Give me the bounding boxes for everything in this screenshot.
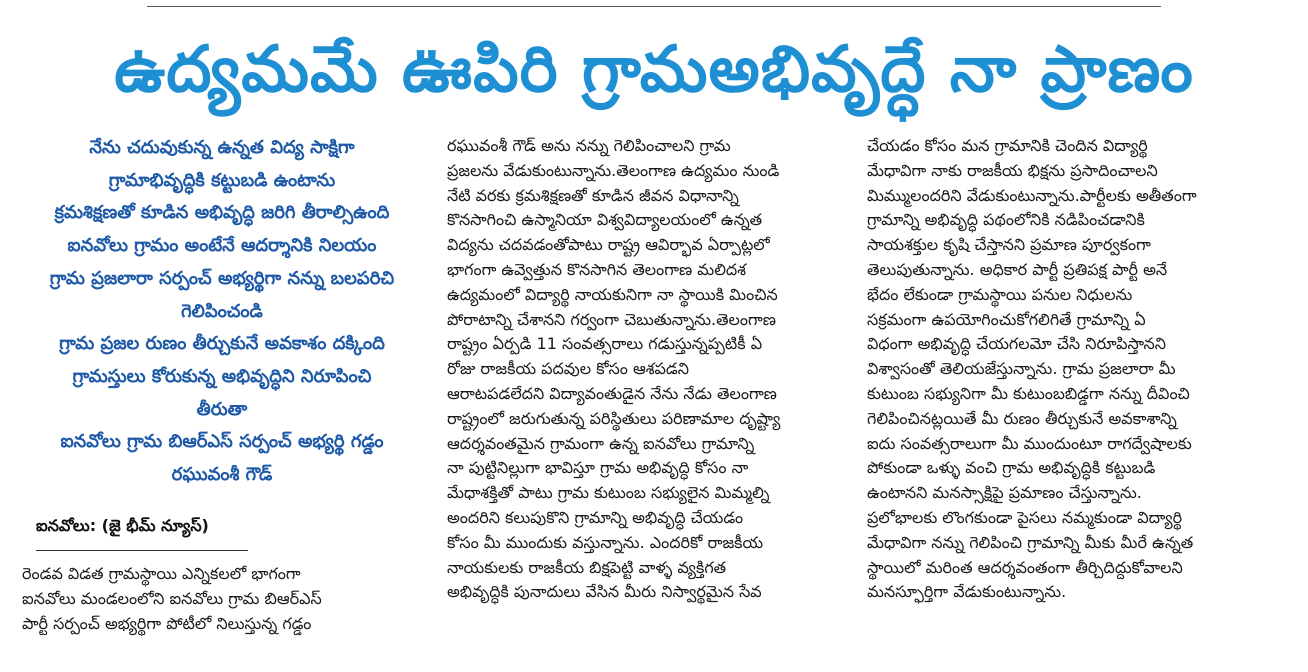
article-line: మేధావిగా నాకు రాజకీయ భిక్షను ప్రసాదించాలని — [867, 160, 1158, 180]
article-line: రోజు రాజకీయ పదవుల కోసం ఆశపడని — [447, 359, 689, 379]
article-line: కోసం మీ ముందుకు వస్తున్నాను. ఎందరికో రాజకీయ — [447, 532, 764, 552]
highlight-line: రఘువంశీ గౌడ్ — [171, 464, 273, 486]
article-line: సాయశక్తుల కృషి చేస్తానని ప్రమాణ పూర్వకంగా — [867, 235, 1151, 255]
article-line: పోకుండా ఒళ్ళు వంచి గ్రామ అభివృద్ధికి కట్టుబడి — [867, 458, 1156, 478]
article-line: గెలిపించినట్లయితే మీ రుణం తీర్చుకునే అవకాశాన్ని — [867, 408, 1177, 428]
article-column-3 — [867, 134, 1287, 605]
highlight-line: గ్రామస్తులు కోరుకున్న అభివృద్ధిని నిరూపించి — [72, 365, 372, 387]
article-line: ఉంటానని మనస్సాక్షిపై ప్రమాణం చేస్తున్నాను. — [867, 483, 1142, 503]
article-line: ప్రలోభాలకు లొంగకుండా పైసలు నమ్మకుండా విద్యార్థి — [867, 507, 1183, 527]
highlight-line: ఐనవోలు గ్రామం అంటేనే ఆదర్శానికి నిలయం — [67, 235, 377, 257]
article-line: మనస్ఫూర్తిగా వేడుకుంటున్నాను. — [867, 582, 1067, 602]
intro-line: పార్టీ సర్పంచ్ అభ్యర్థిగా పోటీలో నిలుస్తున్న గడ్డం — [22, 613, 312, 633]
article-line: సక్రమంగా ఉపయోగించుకోగలిగితే గ్రామాన్ని ఏ — [867, 309, 1146, 329]
article-line: భాగంగా ఉవ్వెత్తున కొనసాగిన తెలంగాణ మలిదశ — [447, 259, 747, 279]
article-line: గ్రామాన్ని అభివృద్ధి పథంలోనికి నడిపించడానికి — [867, 210, 1145, 230]
highlight-line: నేను చదువుకున్న ఉన్నత విద్య సాక్షిగా — [89, 137, 355, 158]
article-line: ఉద్యమంలో విద్యార్థి నాయకునిగా నా స్థాయికి మించిన — [447, 284, 778, 304]
article-line: భేదం లేకుండా గ్రామస్థాయి పనుల నిధులను — [867, 284, 1133, 304]
dateline: ఐనవోలు: (జై భీమ్ న్యూస్) — [36, 516, 209, 535]
highlights-column — [14, 132, 430, 492]
article-line: నా పుట్టినిల్లుగా భావిస్తూ గ్రామ అభివృద్ధి కోసం నా — [447, 458, 749, 478]
article-line: ఐదు సంవత్సరాలుగా మీ ముందుంటూ రాగద్వేషాలకు — [867, 433, 1192, 453]
intro-line: రెండవ విడత గ్రామస్థాయి ఎన్నికలలో భాగంగా — [22, 564, 301, 583]
intro-paragraph — [22, 562, 426, 636]
highlight-line: ఐనవోలు గ్రామ బిఆర్ఎస్ సర్పంచ్ అభ్యర్థి గడ్డం — [60, 431, 384, 453]
top-rule — [147, 6, 1161, 7]
highlight-line: గెలిపించండి — [181, 300, 263, 322]
dateline-rule — [36, 550, 248, 551]
article-line: మేధాశక్తితో పాటు గ్రామ కుటుంబ సభ్యులైన మిమ్మల్ని — [447, 483, 770, 503]
highlight-line: గ్రామాభివృద్ధికి కట్టుబడి ఉంటాను — [108, 169, 336, 191]
article-column-2 — [447, 134, 849, 605]
article-line: రాష్ట్రంలో జరుగుతున్న పరిస్థితులు పరిణామాల దృష్ట్యా — [447, 408, 781, 428]
article-line: అభివృద్ధికి పునాదులు వేసిన మీరు నిస్వార్థమైన సేవ — [447, 582, 762, 602]
article-line: విశ్వాసంతో తెలియజేస్తున్నాను. గ్రామ ప్రజలారా మీ — [867, 359, 1176, 379]
article-line: అందరిని కలుపుకొని గ్రామాన్ని అభివృద్ధి చేయడం — [447, 507, 744, 527]
highlight-line: గ్రామ ప్రజలారా సర్పంచ్ అభ్యర్థిగా నన్ను బలపరిచి — [49, 267, 395, 289]
headline: ఉద్యమమే ఊపిరి గ్రామఅభివృద్ధే నా ప్రాణం — [114, 33, 1194, 107]
highlight-line: తీరుతా — [196, 398, 248, 420]
article-line: చేయడం కోసం మన గ్రామానికి చెందిన విద్యార్థి — [867, 136, 1148, 155]
article-line: విద్యను చదవడంతోపాటు రాష్ట్ర ఆవిర్భావ ఏర్పాట్లలో — [447, 235, 770, 255]
article-line: విధంగా అభివృద్ధి చేయగలమో చేసి నిరూపిస్తానని — [867, 334, 1166, 354]
article-line: కుటుంబ సభ్యునిగా మీ కుటుంబబిడ్డగా నన్ను దీవించి — [867, 383, 1190, 403]
article-line: నాయకులకు రాజకీయ బిక్షపెట్టి వాళ్ళ వ్యక్తిగత — [447, 557, 727, 577]
highlight-line: క్రమశిక్షణతో కూడిన అభివృద్ధి జరిగి తీరాల్సిఉంది — [54, 202, 390, 224]
intro-line: ఐనవోలు మండలంలోని ఐనవోలు గ్రామ బిఆర్ఎస్ — [22, 588, 322, 608]
article-line: రఘువంశీ గౌడ్ అను నన్ను గెలిపించాలని గ్రామ — [447, 136, 731, 155]
article-line: ఆరాటపడలేదని విద్యావంతుడైన నేను నేడు తెలంగాణ — [447, 383, 777, 403]
article-line: పోరాటాన్ని చేశానని గర్వంగా చెబుతున్నాను.తెలంగాణ — [447, 309, 776, 329]
article-line: ఆదర్శవంతమైన గ్రామంగా ఉన్న ఐనవోలు గ్రామాన్ని — [447, 433, 755, 453]
article-line: మిమ్ములందరిని వేడుకుంటున్నాను.పార్టీలకు అతీతంగా — [867, 185, 1197, 205]
article-line: తెలుపుతున్నాను. అధికార పార్టీ ప్రతిపక్ష పార్టీ అనే — [867, 259, 1168, 279]
article-line: ప్రజలను వేడుకుంటున్నాను.తెలంగాణ ఉద్యమం నుండి — [447, 160, 780, 180]
article-line: రాష్ట్రం ఏర్పడి 11 సంవత్సరాలు గడుస్తున్నప్పటికీ ఏ — [447, 334, 763, 354]
article-line: నేటి వరకు క్రమశిక్షణతో కూడిన జీవన విధానాన్ని — [447, 185, 739, 205]
article-line: స్థాయిలో మరింత ఆదర్శవంతంగా తీర్చిదిద్దుకోవాలని — [867, 557, 1183, 577]
article-line: కొనసాగించి ఉస్మానియా విశ్వవిద్యాలయంలో ఉన్నత — [447, 210, 763, 230]
article-line: మేధావిగా నన్ను గెలిపించి గ్రామాన్ని మీకు మీరే ఉన్నత — [867, 532, 1194, 552]
highlight-line: గ్రామ ప్రజల రుణం తీర్చుకునే అవకాశం దక్కింది — [59, 333, 385, 355]
